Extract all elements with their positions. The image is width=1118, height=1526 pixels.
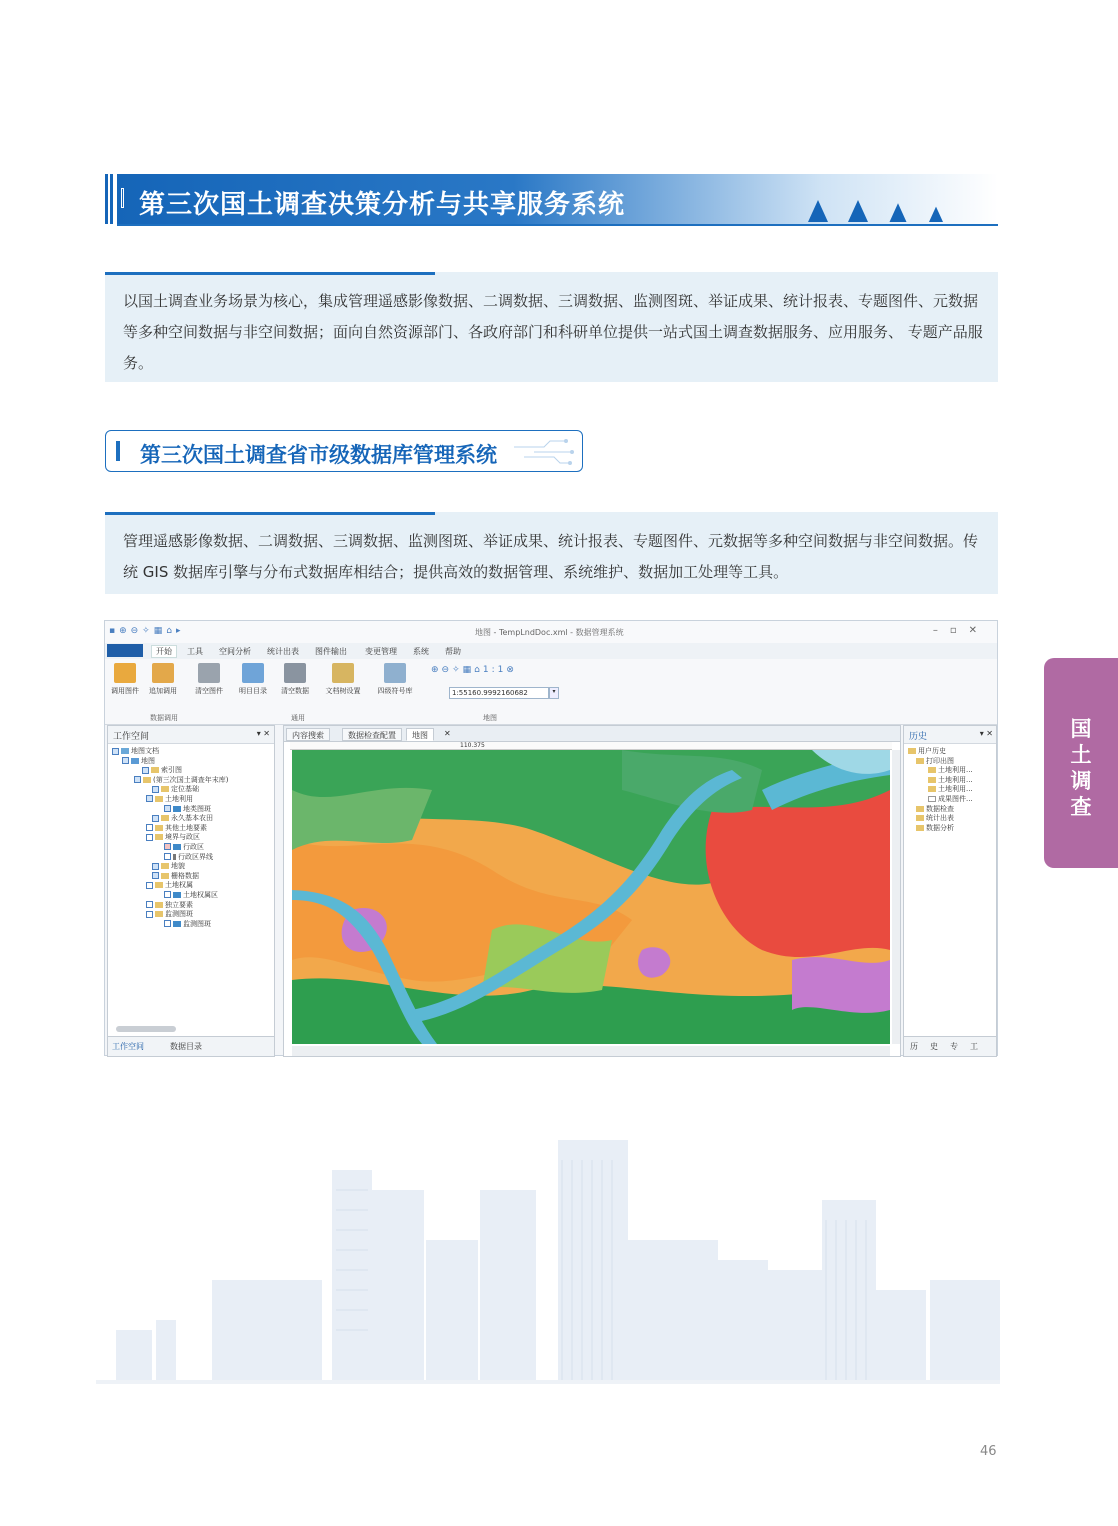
- trash-icon: [198, 663, 220, 683]
- intro-accent-line: [105, 272, 435, 275]
- section1-title: 第三次国土调查决策分析与共享服务系统: [139, 190, 626, 220]
- tree-item[interactable]: 定位基础: [112, 784, 270, 794]
- section2-header: [105, 430, 583, 472]
- circuit-decoration-icon: [514, 437, 574, 467]
- menu-item-system[interactable]: 系统: [413, 647, 429, 656]
- history-item[interactable]: 土地利用...: [908, 765, 992, 775]
- document-tabs: [284, 726, 900, 742]
- land-use-map-graphic: [292, 750, 890, 1044]
- tree-item[interactable]: 土地权属区: [112, 890, 270, 900]
- map-ruler: [290, 742, 892, 750]
- city-skyline-decoration: [96, 1130, 1000, 1392]
- ribbon-button-load-map[interactable]: [107, 663, 143, 696]
- land-use-map[interactable]: [292, 750, 890, 1044]
- tree-item[interactable]: 地貌: [112, 861, 270, 871]
- workspace-title: 工作空间: [113, 732, 150, 742]
- section2-intro-box: [105, 512, 998, 594]
- symbol-icon: [384, 663, 406, 683]
- ribbon-label: 文档树设置: [325, 687, 361, 695]
- folder-icon: [114, 663, 136, 683]
- folder-add-icon: [152, 663, 174, 683]
- ribbon-label: 明目目录: [239, 687, 267, 695]
- tab-content-search[interactable]: 内容搜索: [286, 728, 330, 741]
- history-panel-header: [904, 726, 996, 744]
- history-item[interactable]: 土地利用...: [908, 784, 992, 794]
- ribbon-label: 清空图件: [195, 687, 223, 695]
- chevron-down-icon[interactable]: ▾: [549, 687, 559, 699]
- tree-item[interactable]: 永久基本农田: [112, 813, 270, 823]
- workspace-tree: [108, 744, 274, 1036]
- tab-data-check-config[interactable]: 数据检查配置: [342, 728, 402, 741]
- vertical-scrollbar[interactable]: [892, 750, 900, 1044]
- menu-item-change-management[interactable]: 变更管理: [365, 647, 397, 656]
- database-icon: [284, 663, 306, 683]
- section2-title: 第三次国土调查省市级数据库管理系统: [140, 443, 497, 467]
- tab-tools[interactable]: 工: [970, 1042, 978, 1051]
- ribbon-label: 追加调用: [149, 687, 177, 695]
- horizontal-scrollbar[interactable]: [292, 1046, 890, 1056]
- menu-item-statistics[interactable]: 统计出表: [267, 647, 299, 656]
- history-tabs: [904, 1036, 996, 1056]
- tree-item[interactable]: 索引图: [112, 765, 270, 775]
- history-item[interactable]: 打印出图: [908, 756, 992, 766]
- menu-item-help[interactable]: 帮助: [445, 647, 461, 656]
- scale-input[interactable]: 1:55160.9992160682: [449, 687, 549, 699]
- workspace-tabs: [108, 1036, 274, 1056]
- ribbon-button-clear-data[interactable]: [277, 663, 313, 696]
- header-underline: [117, 224, 998, 226]
- ribbon-label: 调用图件: [111, 687, 139, 695]
- tree-item[interactable]: 境界与政区: [112, 832, 270, 842]
- tree-item[interactable]: 监测图斑: [112, 919, 270, 929]
- history-item[interactable]: 数据检查: [908, 804, 992, 814]
- tab-history-2[interactable]: 史: [930, 1042, 938, 1051]
- tree-item[interactable]: 行政区界线: [112, 852, 270, 862]
- tree-icon: [890, 203, 907, 222]
- menu-bar: [105, 643, 997, 659]
- history-item[interactable]: 数据分析: [908, 823, 992, 833]
- tree-item[interactable]: 土地权属: [112, 880, 270, 890]
- ribbon-button-catalog[interactable]: [235, 663, 271, 696]
- window-controls[interactable]: –▫✕: [932, 625, 989, 636]
- header-mark: [121, 188, 124, 208]
- ribbon-group-label: 地图: [483, 714, 497, 722]
- history-title: 历史: [909, 732, 928, 742]
- ribbon-button-clear-map[interactable]: [191, 663, 227, 696]
- section1-intro-box: [105, 272, 998, 382]
- menu-item-spatial-analysis[interactable]: 空间分析: [219, 647, 251, 656]
- catalog-icon: [242, 663, 264, 683]
- tree-item[interactable]: 土地利用: [112, 794, 270, 804]
- map-zoom-tools[interactable]: ⊕⊖✧▦⌂1:1⊗: [431, 665, 517, 675]
- menu-item-map-output[interactable]: 图件输出: [315, 647, 347, 656]
- tab-data-catalog[interactable]: 数据目录: [170, 1042, 202, 1051]
- tree-item[interactable]: 监测图斑: [112, 909, 270, 919]
- tree-item[interactable]: 独立要素: [112, 900, 270, 910]
- tree-icon: [848, 200, 868, 222]
- history-item[interactable]: 统计出表: [908, 813, 992, 823]
- software-screenshot: [104, 620, 998, 1056]
- tree-settings-icon: [332, 663, 354, 683]
- section2-intro: 管理遥感影像数据、二调数据、三调数据、监测图斑、举证成果、统计报表、专题图件、元数据等多种空间数据与非空间数据。传统 GIS 数据库引擎与分布式数据库相结合；提供高效的数据管理、系统维护、数据加工处理等工具。: [123, 532, 979, 581]
- workspace-panel: [107, 725, 275, 1057]
- tab-map[interactable]: 地图: [406, 728, 434, 741]
- history-tree: [904, 744, 996, 834]
- header-stripe: [105, 174, 108, 224]
- ribbon-toolbar: [105, 659, 997, 725]
- tree-item[interactable]: 其他土地要素: [112, 823, 270, 833]
- tree-decoration: [808, 196, 978, 224]
- tab-history[interactable]: 历: [910, 1042, 918, 1051]
- window-title: 地图 - TempLndDoc.xml - 数据管理系统: [475, 628, 624, 637]
- intro-accent-line: [105, 512, 435, 515]
- workspace-panel-header: [108, 726, 274, 744]
- tree-item[interactable]: (第三次国土调查年末库): [112, 775, 270, 785]
- tree-item[interactable]: 地图: [112, 756, 270, 766]
- file-menu-button[interactable]: [107, 644, 143, 657]
- ribbon-group-label: 数据调用: [150, 714, 178, 722]
- side-tab-label: [1044, 716, 1118, 820]
- history-panel: [903, 725, 997, 1057]
- side-tab-text: 国土调查: [1070, 717, 1092, 819]
- history-item[interactable]: 土地利用...: [908, 775, 992, 785]
- close-icon[interactable]: ▾ ✕: [979, 729, 993, 738]
- ruler-label: 110.375: [460, 742, 485, 749]
- history-item[interactable]: 用户历史: [908, 746, 992, 756]
- close-icon[interactable]: ▾ ✕: [256, 729, 270, 738]
- menu-item-tools[interactable]: 工具: [187, 647, 203, 656]
- header-mark: [116, 441, 120, 461]
- ribbon-button-append[interactable]: [145, 663, 181, 696]
- tree-item[interactable]: 地类图斑: [112, 804, 270, 814]
- quick-access-toolbar: ▪⊕⊖✧▦⌂▸: [109, 626, 185, 636]
- close-icon[interactable]: ✕: [444, 729, 451, 738]
- side-category-tab: [1044, 658, 1118, 868]
- tab-workspace[interactable]: 工作空间: [112, 1042, 144, 1051]
- ribbon-group-label: 通用: [291, 714, 305, 722]
- ribbon-label: 清空数据: [281, 687, 309, 695]
- section1-header: [105, 174, 998, 226]
- tree-item[interactable]: 行政区: [112, 842, 270, 852]
- header-stripe: [110, 174, 113, 224]
- tree-item[interactable]: 栅格数据: [112, 871, 270, 881]
- ribbon-button-symbol-lib[interactable]: [373, 663, 417, 696]
- section1-intro: 以国土调查业务场景为核心，集成管理遥感影像数据、二调数据、三调数据、监测图斑、举证成果、统计报表、专题图件、元数据等多种空间数据与非空间数据；面向自然资源部门、各政府部门和科研单位提供一站式国土调查数据服务、应用服务、 专题产品服务。: [123, 292, 983, 372]
- tree-icon: [808, 200, 828, 222]
- map-document-area: [283, 725, 901, 1057]
- tree-item[interactable]: 地图文档: [112, 746, 270, 756]
- page-number: 46: [980, 1444, 997, 1459]
- horizontal-scrollbar[interactable]: [116, 1026, 176, 1032]
- menu-item-home[interactable]: 开始: [151, 645, 177, 658]
- tab-special[interactable]: 专: [950, 1042, 958, 1051]
- ribbon-button-doc-tree[interactable]: [321, 663, 365, 696]
- ribbon-label: 四级符号库: [377, 687, 413, 695]
- tree-icon: [929, 207, 943, 222]
- window-titlebar: [105, 621, 997, 643]
- history-item[interactable]: 成果图件...: [908, 794, 992, 804]
